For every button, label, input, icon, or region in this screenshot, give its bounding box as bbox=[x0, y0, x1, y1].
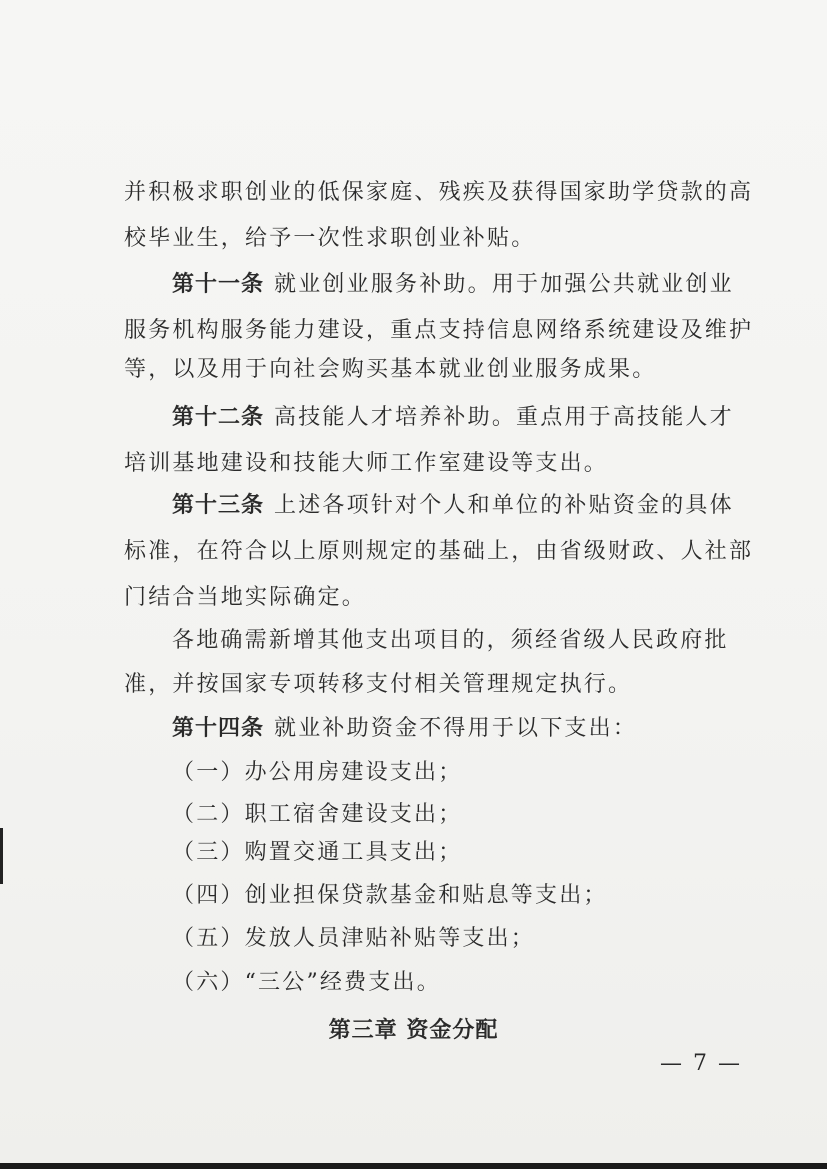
scan-edge-mark bbox=[0, 828, 3, 884]
page-number: — 7 — bbox=[660, 1051, 742, 1076]
article-title: 第十四条 bbox=[172, 716, 265, 741]
article-14 bbox=[172, 714, 772, 744]
scan-bottom-edge bbox=[0, 1163, 827, 1169]
text-line: 就业创业服务补助。用于加强公共就业创业 bbox=[274, 272, 734, 297]
article-13 bbox=[172, 491, 772, 521]
list-item: （六）“三公”经费支出。 bbox=[172, 970, 441, 995]
text-line: 高技能人才培养补助。重点用于高技能人才 bbox=[274, 405, 734, 430]
article-title: 第十二条 bbox=[172, 405, 265, 430]
text-line: 服务机构服务能力建设，重点支持信息网络系统建设及维护 bbox=[124, 318, 754, 343]
list-item: （二）职工宿舍建设支出； bbox=[172, 802, 463, 827]
text-line: 标准，在符合以上原则规定的基础上，由省级财政、人社部 bbox=[124, 539, 754, 564]
list-item: （一）办公用房建设支出； bbox=[172, 760, 463, 785]
article-title: 第十一条 bbox=[172, 272, 265, 297]
list-item: （三）购置交通工具支出； bbox=[172, 840, 463, 865]
text-line: 就业补助资金不得用于以下支出： bbox=[274, 716, 638, 741]
text-line: 上述各项针对个人和单位的补贴资金的具体 bbox=[274, 493, 734, 518]
article-title: 第十三条 bbox=[172, 493, 265, 518]
text-line: 等，以及用于向社会购买基本就业创业服务成果。 bbox=[124, 357, 657, 382]
list-item: （四）创业担保贷款基金和贴息等支出； bbox=[172, 883, 608, 908]
chapter-heading: 第三章 资金分配 bbox=[328, 1018, 499, 1043]
text-line: 准，并按国家专项转移支付相关管理规定执行。 bbox=[124, 672, 633, 697]
text-line: 培训基地建设和技能大师工作室建设等支出。 bbox=[124, 451, 609, 476]
text-line: 校毕业生，给予一次性求职创业补贴。 bbox=[124, 226, 536, 251]
text-line: 门结合当地实际确定。 bbox=[124, 585, 367, 610]
article-12 bbox=[172, 403, 772, 433]
text-line: 各地确需新增其他支出项目的，须经省级人民政府批 bbox=[172, 628, 729, 653]
article-11 bbox=[172, 270, 772, 300]
list-item: （五）发放人员津贴补贴等支出； bbox=[172, 926, 536, 951]
text-line: 并积极求职创业的低保家庭、残疾及获得国家助学贷款的高 bbox=[124, 180, 754, 205]
